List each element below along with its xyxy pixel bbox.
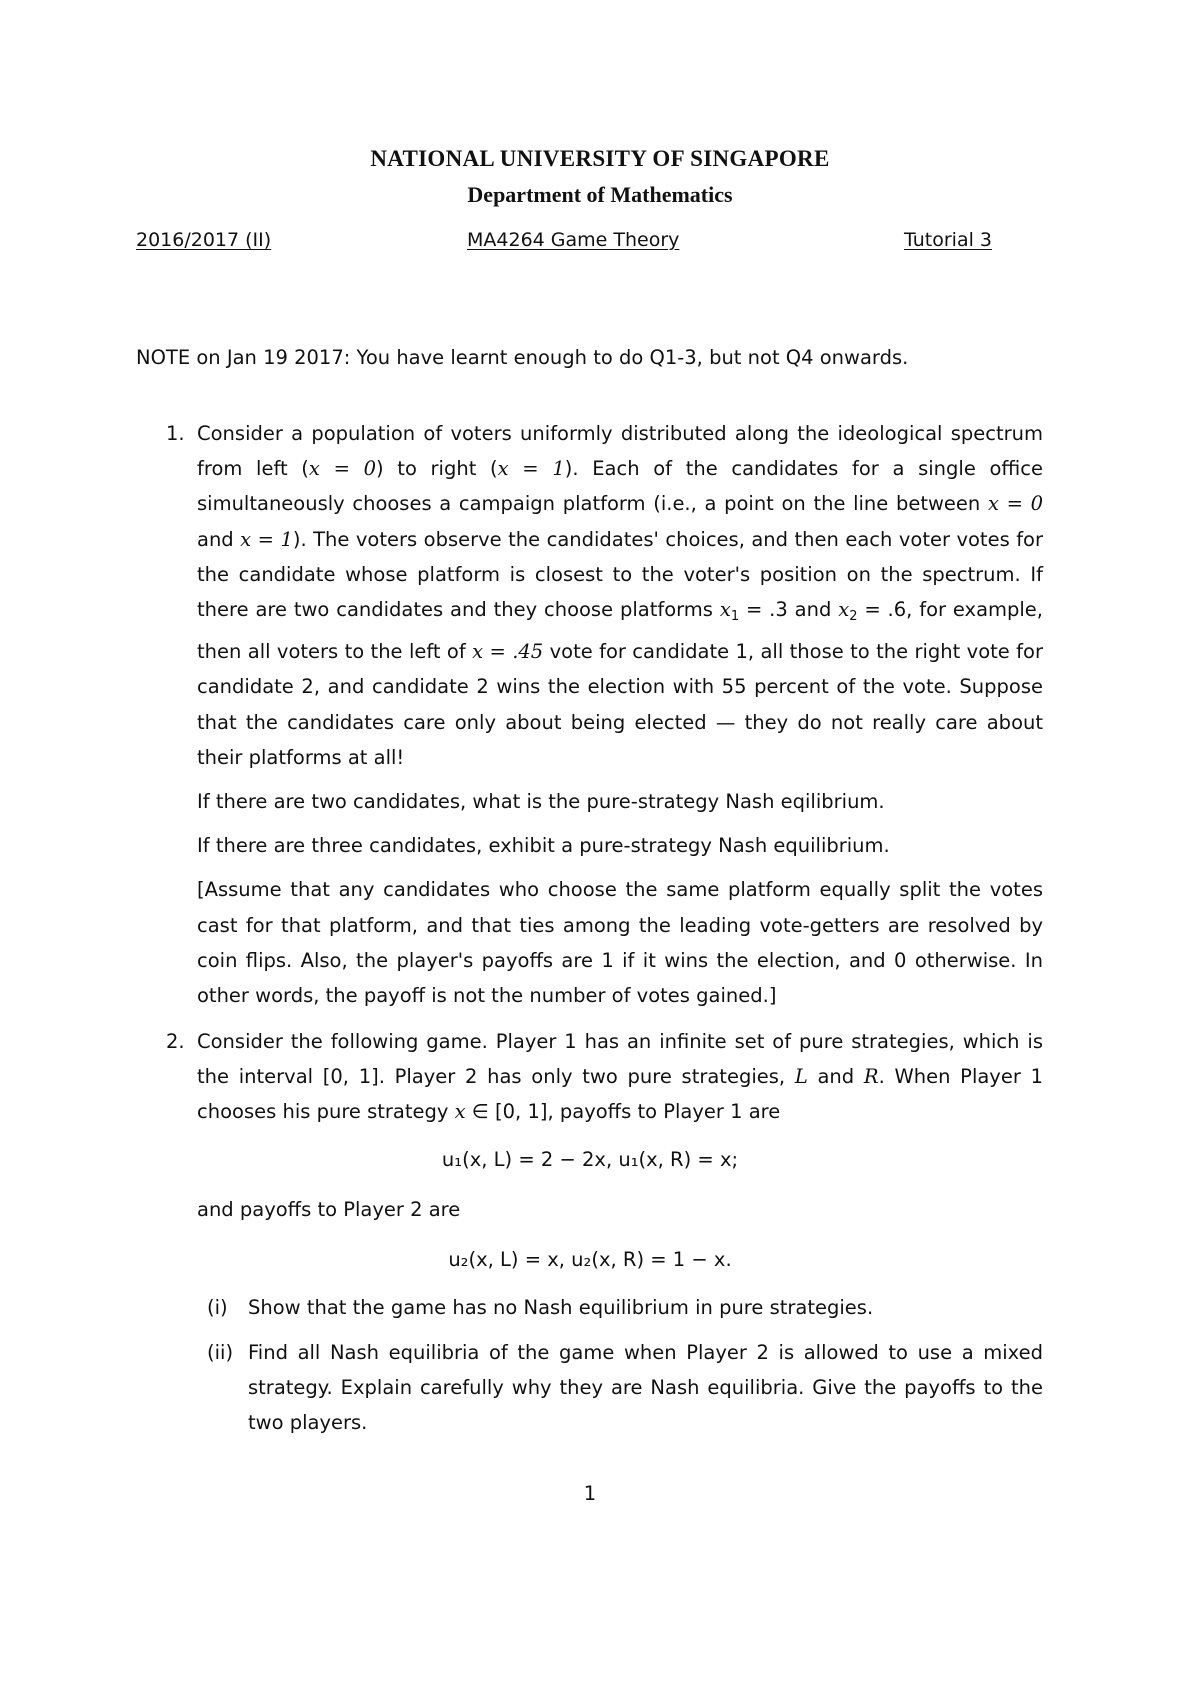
equation-player-1-payoffs: u₁(x, L) = 2 − 2x, u₁(x, R) = x;: [441, 1148, 739, 1171]
player-2-payoffs-intro: and payoffs to Player 2 are: [197, 1198, 461, 1221]
note-line: NOTE on Jan 19 2017: You have learnt enough to do Q1-3, but not Q4 onwards.: [136, 346, 909, 369]
question-2-number: 2.: [166, 1030, 185, 1053]
question-1-paragraph-4: [Assume that any candidates who choose the same platform equally split the votes cast for that platform, and that ties among the leading vote-getters are resolved by coin flips. Also, the player's payoffs are 1 if it wins the election, and 0 otherwise. In other words, the payoff is not the number of votes gained.]: [197, 878, 1043, 1008]
part-i-text: Show that the game has no Nash equilibrium in pure strategies.: [248, 1296, 874, 1319]
question-2-paragraph-1: Consider the following game. Player 1 has an infinite set of pure strategies, which is the interval [0, 1]. Player 2 has only two pure strategies, L and R. When Player 1 chooses his pure strategy x ∈ [0, 1], payoffs to Player 1 are: [197, 1030, 1043, 1124]
tutorial-label: Tutorial 3: [904, 229, 992, 251]
part-ii-label: (ii): [207, 1341, 234, 1364]
question-1: [197, 416, 1043, 1022]
department-name: Department of Mathematics: [467, 182, 733, 207]
question-1-paragraph-1: Consider a population of voters uniformly distributed along the ideological spectrum from left (x = 0) to right (x = 1). Each of the candidates for a single office simultaneously chooses a campaign platform (i.e., a point on the line between x = 0 and x = 1). The voters observe the candidates' choices, and then each voter votes for the candidate whose platform is closest to the voter's position on the spectrum. If there are two candidates and they choose platforms $x_1 = .3$ and $x_2 = .6$, for example, then all voters to the left of x = .45 vote for candidate 1, all those to the right vote for candidate 2, and candidate 2 wins the election with 55 percent of the vote. Suppose that the candidates care only about being elected — they do not really care about their platforms at all!: [197, 422, 1044, 769]
page-number: 1: [583, 1482, 597, 1505]
part-i-label: (i): [207, 1296, 228, 1319]
question-1-number: 1.: [166, 422, 185, 445]
university-name: NATIONAL UNIVERSITY OF SINGAPORE: [370, 146, 830, 171]
question-1-paragraph-3: If there are three candidates, exhibit a pure-strategy Nash equilibrium.: [197, 834, 890, 858]
part-ii-text: Find all Nash equilibria of the game when Player 2 is allowed to use a mixed strategy. Explain carefully why they are Nash equilibria. Give the payoffs to the two players.: [248, 1341, 1043, 1435]
equation-player-2-payoffs: u₂(x, L) = x, u₂(x, R) = 1 − x.: [448, 1248, 732, 1271]
question-2: [197, 1024, 1043, 1139]
term-label: 2016/2017 (II): [136, 229, 272, 251]
question-1-paragraph-2: If there are two candidates, what is the pure-strategy Nash eqilibrium.: [197, 790, 885, 814]
course-label: MA4264 Game Theory: [467, 229, 680, 251]
